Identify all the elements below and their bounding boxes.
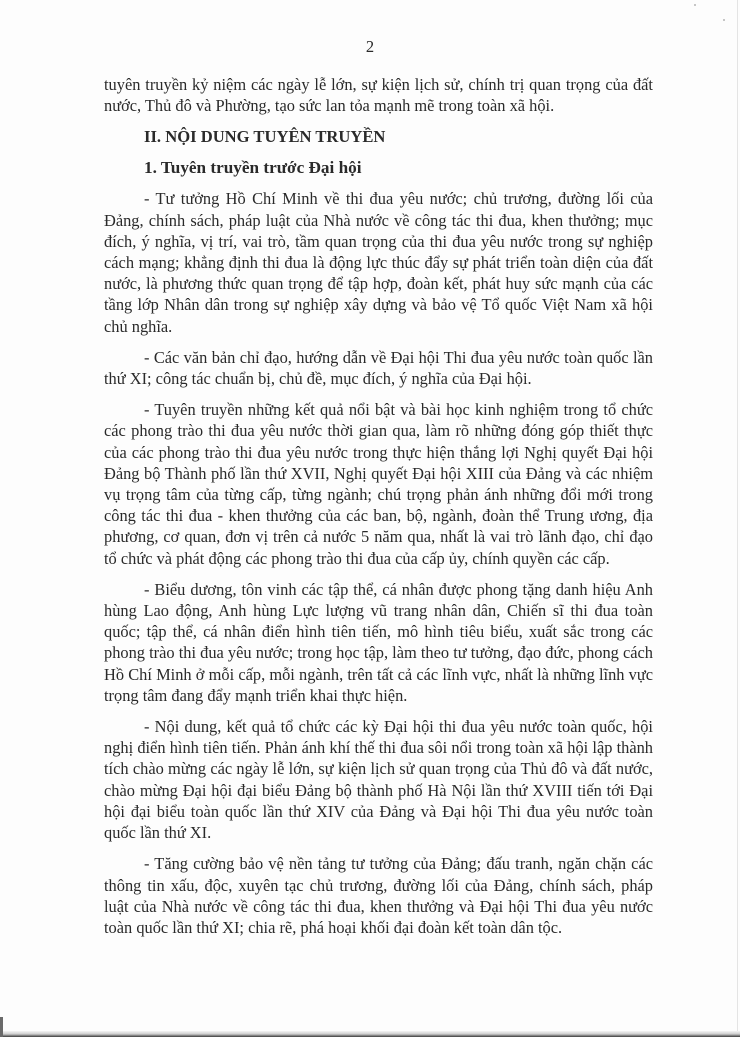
body-paragraph: - Biểu dương, tôn vinh các tập thể, cá nhân được phong tặng danh hiệu Anh hùng Lao động, Anh hùng Lực lượng vũ trang nhân dân, Chiến sĩ thi đua toàn quốc; tập thể, cá nhân điển hình tiên tiến, mô hình tiêu biểu, xuất sắc trong các phong trào thi đua yêu nước; trong học tập, làm theo tư tưởng, đạo đức, phong cách Hồ Chí Minh ở mỗi cấp, mỗi ngành, trên tất cả các lĩnh vực, nhất là những lĩnh vực trọng tâm đang đẩy mạnh triển khai thực hiện.	[104, 579, 653, 705]
body-paragraph: - Các văn bản chỉ đạo, hướng dẫn về Đại hội Thi đua yêu nước toàn quốc lần thứ XI; công tác chuẩn bị, chủ đề, mục đích, ý nghĩa của Đại hội.	[104, 347, 653, 389]
scan-speck	[723, 19, 725, 21]
intro-continuation-paragraph: tuyên truyền kỷ niệm các ngày lễ lớn, sự kiện lịch sử, chính trị quan trọng của đất nước, Thủ đô và Phường, tạo sức lan tỏa mạnh mẽ trong toàn xã hội.	[104, 75, 653, 116]
scan-edge-right	[737, 0, 738, 1037]
body-paragraph: - Tăng cường bảo vệ nền tảng tư tưởng của Đảng; đấu tranh, ngăn chặn các thông tin xấu, độc, xuyên tạc chủ trương, đường lối của Đảng, chính sách, pháp luật của Nhà nước về công tác thi đua, khen thưởng và Đại hội Thi đua yêu nước toàn quốc lần thứ XI; chia rẽ, phá hoại khối đại đoàn kết toàn dân tộc.	[104, 854, 653, 937]
body-paragraph: - Nội dung, kết quả tổ chức các kỳ Đại hội thi đua yêu nước toàn quốc, hội nghị điển hình tiên tiến. Phản ánh khí thế thi đua sôi nổi trong toàn xã hội lập thành tích chào mừng các ngày lễ lớn, sự kiện lịch sử quan trọng của Thủ đô và đất nước, chào mừng Đại hội đại biểu Đảng bộ thành phố Hà Nội lần thứ XVIII tiến tới Đại hội đại biểu toàn quốc lần thứ XIV của Đảng và Đại hội Thi đua yêu nước toàn quốc lần thứ XI.	[104, 717, 653, 843]
section-heading: II. NỘI DUNG TUYÊN TRUYỀN	[144, 127, 386, 147]
scan-edge-bottom	[0, 1031, 740, 1037]
body-paragraph: - Tuyên truyền những kết quả nổi bật và bài học kinh nghiệm trong tổ chức các phong trào thi đua yêu nước thời gian qua, làm rõ những đóng góp thiết thực của các phong trào thi đua yêu nước trong thực hiện thắng lợi Nghị quyết Đại hội Đảng bộ Thành phố lần thứ XVII, Nghị quyết Đại hội XIII của Đảng và các nhiệm vụ trọng tâm của từng cấp, từng ngành; chú trọng phản ánh những đổi mới trong công tác thi đua - khen thưởng của các ban, bộ, ngành, đoàn thể Trung ương, địa phương, cơ quan, đơn vị trên cả nước 5 năm qua, nhất là vai trò lãnh đạo, chỉ đạo tổ chức và phát động các phong trào thi đua của cấp ủy, chính quyền các cấp.	[104, 400, 653, 568]
document-body	[104, 74, 653, 948]
scan-edge-corner	[0, 1017, 3, 1037]
body-paragraph: - Tư tưởng Hồ Chí Minh về thi đua yêu nước; chủ trương, đường lối của Đảng, chính sách, pháp luật của Nhà nước về công tác thi đua, khen thưởng; mục đích, ý nghĩa, vị trí, vai trò, tầm quan trọng của thi đua yêu nước trong sự nghiệp cách mạng; khẳng định thi đua là động lực thúc đẩy sự phát triển toàn diện của đất nước, là phương thức quan trọng để tập hợp, đoàn kết, phát huy sức mạnh của các tầng lớp Nhân dân trong sự nghiệp xây dựng và bảo vệ Tổ quốc Việt Nam xã hội chủ nghĩa.	[104, 189, 653, 336]
page-number: 2	[365, 37, 375, 56]
subsection-heading: 1. Tuyên truyền trước Đại hội	[144, 158, 362, 178]
scan-speck	[694, 4, 696, 6]
